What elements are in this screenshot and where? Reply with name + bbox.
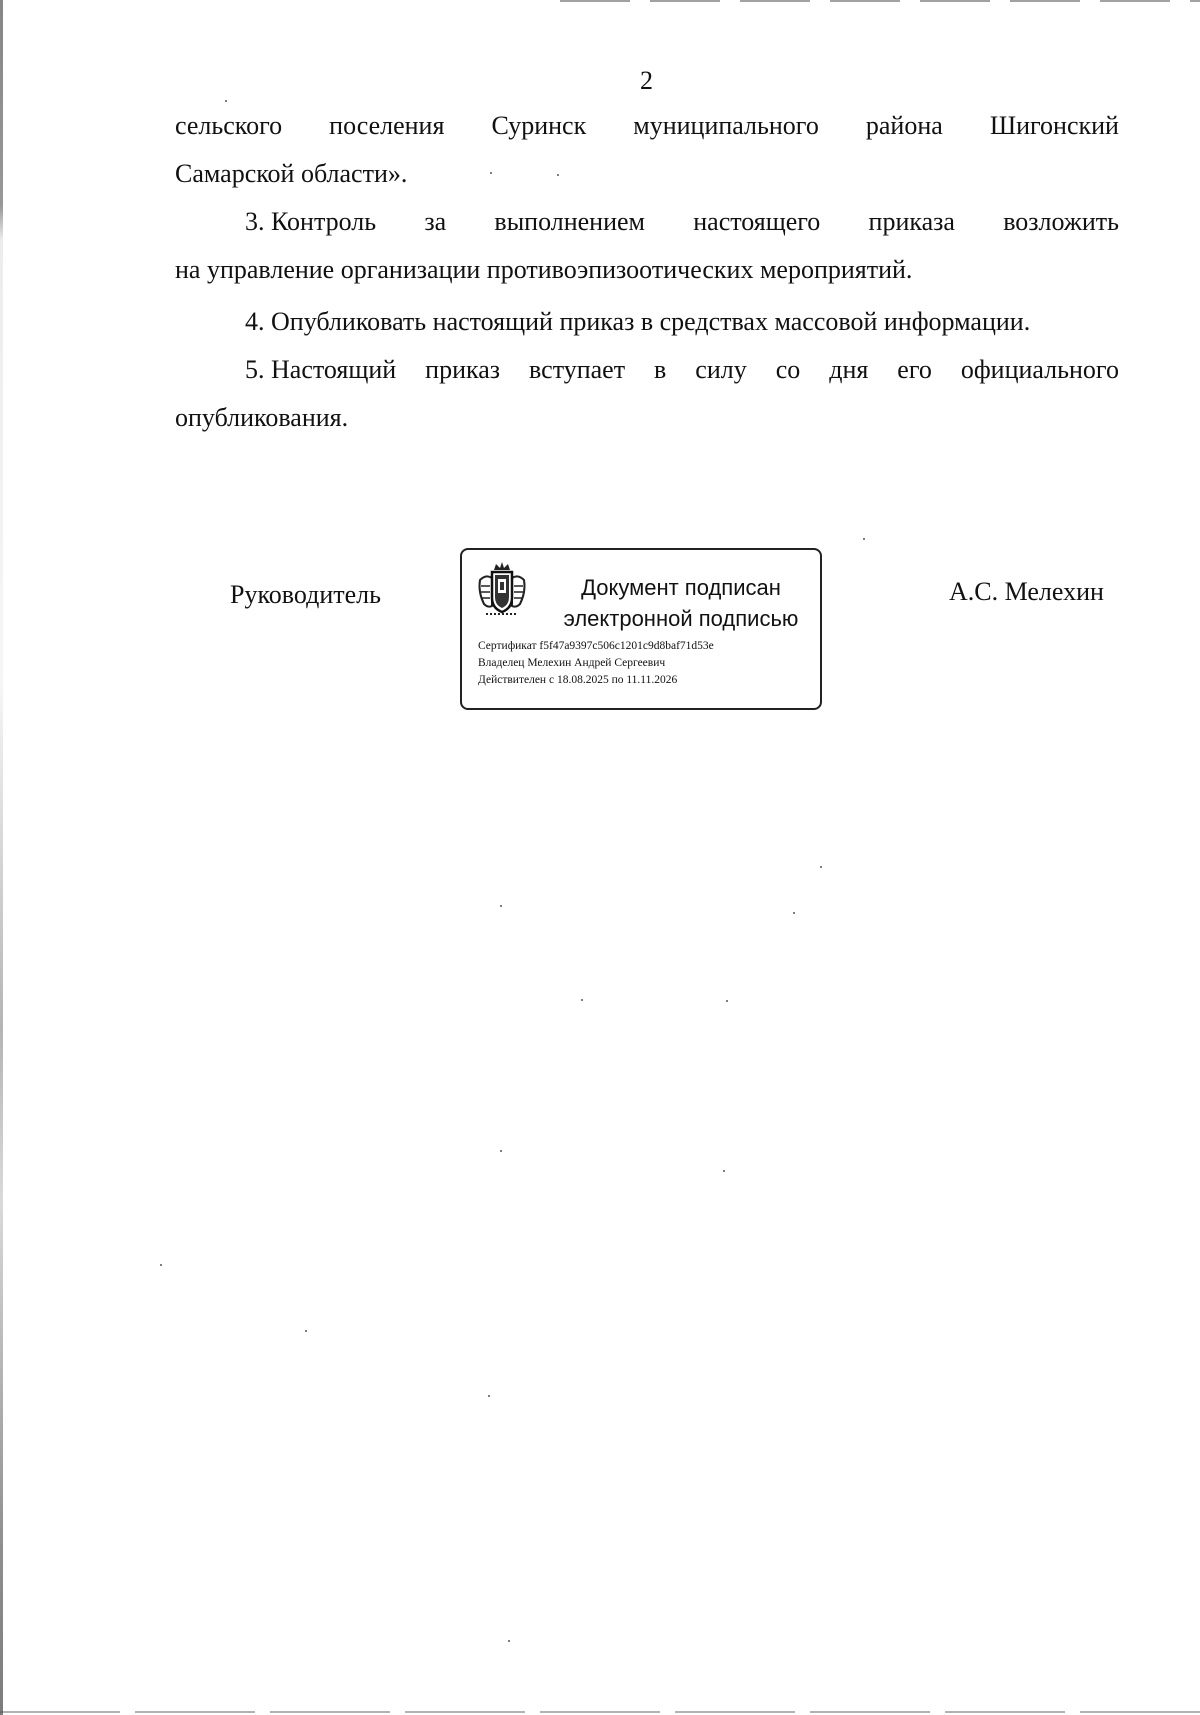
- paragraph-continuation: [175, 102, 1119, 198]
- text-line: на управление организации противоэпизоотических мероприятий.: [175, 255, 913, 284]
- word: со: [775, 355, 801, 384]
- word: за: [424, 207, 447, 236]
- paragraph-5: [175, 346, 1119, 442]
- text-line: Самарской области».: [175, 159, 408, 188]
- paragraph-4: [175, 298, 1119, 346]
- word: в: [654, 355, 667, 384]
- scan-speck: [500, 905, 502, 907]
- justified-line: [175, 346, 1119, 394]
- word: официального: [960, 355, 1119, 384]
- scan-edge-bottom: [0, 1711, 1200, 1713]
- word: поселения: [329, 111, 445, 140]
- word: приказа: [868, 207, 955, 236]
- word: 5. Настоящий: [245, 355, 397, 384]
- text-line: опубликования.: [175, 403, 349, 432]
- stamp-heading: [558, 572, 804, 634]
- scan-edge-top: [560, 0, 1200, 2]
- word: сельского: [175, 111, 283, 140]
- word: возложить: [1003, 207, 1119, 236]
- scan-speck: [160, 1264, 162, 1266]
- signer-title: Руководитель: [230, 580, 381, 609]
- text-line: 4. Опубликовать настоящий приказ в средствах массовой информации.: [245, 307, 1031, 336]
- coat-of-arms-emblem-icon: [476, 560, 528, 618]
- word: муниципального: [633, 111, 819, 140]
- scan-speck: [500, 1150, 502, 1152]
- word: района: [865, 111, 943, 140]
- word: настоящего: [693, 207, 821, 236]
- paragraph-3: [175, 198, 1119, 294]
- scan-speck: [723, 1170, 725, 1172]
- word: его: [897, 355, 932, 384]
- stamp-certificate: Сертификат f5f47a9397c506c1201c9d8baf71d53e: [478, 640, 714, 652]
- word: выполнением: [494, 207, 645, 236]
- stamp-heading-line: Документ подписан: [581, 575, 781, 600]
- scan-speck: [581, 999, 583, 1001]
- justified-line: [175, 102, 1119, 150]
- stamp-validity: Действителен с 18.08.2025 по 11.11.2026: [478, 674, 678, 686]
- scan-speck: [863, 538, 865, 540]
- scan-speck: [488, 1395, 490, 1397]
- word: Суринск: [491, 111, 587, 140]
- page-number: 2: [640, 66, 653, 95]
- word: силу: [695, 355, 747, 384]
- word: 3. Контроль: [245, 207, 377, 236]
- signer-name: А.С. Мелехин: [949, 577, 1104, 606]
- stamp-details: [478, 638, 714, 689]
- word: приказ: [425, 355, 501, 384]
- word: Шигонский: [989, 111, 1119, 140]
- scan-speck: [820, 866, 822, 868]
- word: вступает: [529, 355, 626, 384]
- word: дня: [829, 355, 869, 384]
- scan-speck: [793, 912, 795, 914]
- scan-edge-left: [0, 0, 3, 1715]
- scan-speck: [305, 1330, 307, 1332]
- justified-line: [175, 198, 1119, 246]
- stamp-heading-line: электронной подписью: [563, 606, 799, 631]
- e-signature-stamp: [460, 548, 822, 710]
- scan-speck: [726, 1000, 728, 1002]
- scan-speck: [508, 1640, 510, 1642]
- stamp-owner: Владелец Мелехин Андрей Сергеевич: [478, 657, 666, 669]
